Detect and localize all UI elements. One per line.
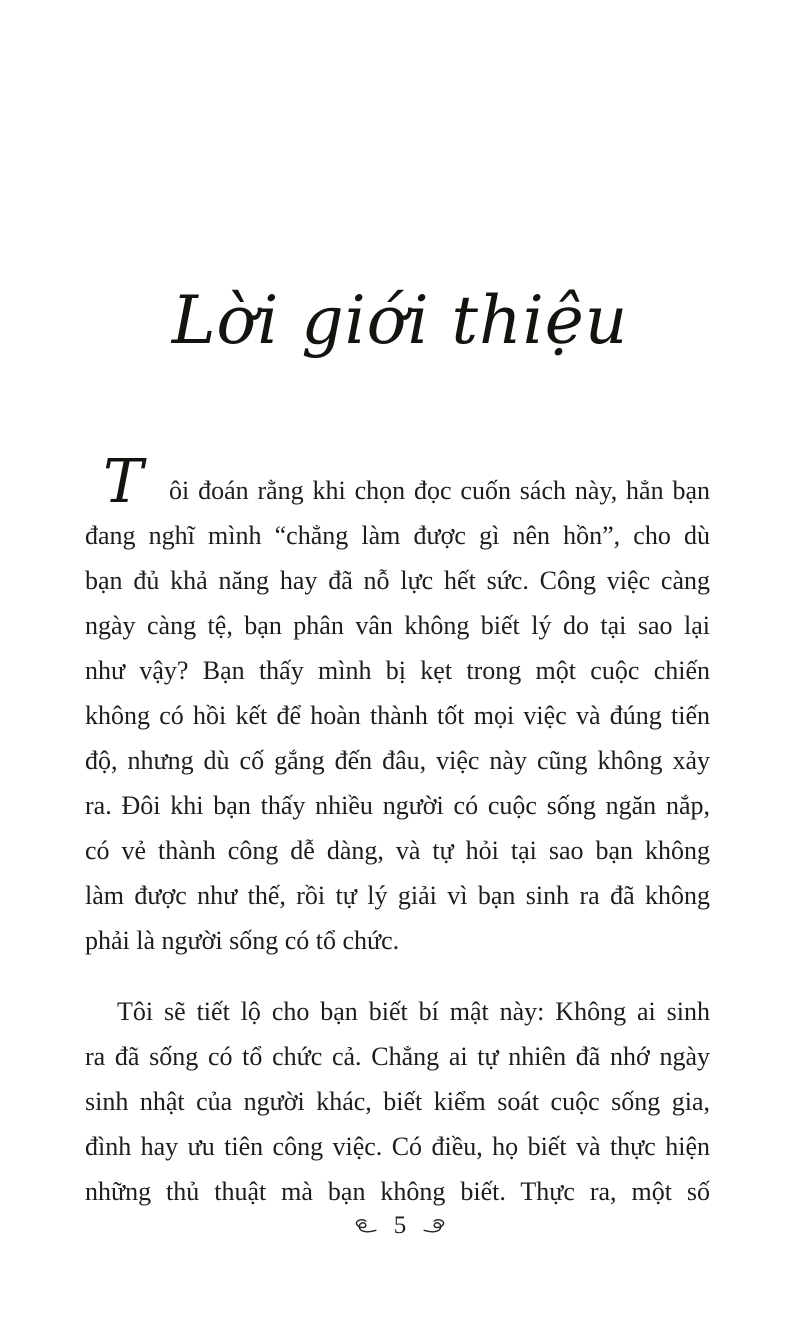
paragraph-2	[85, 989, 710, 1214]
drop-cap-letter: T	[103, 447, 144, 517]
text-line: đang nghĩ mình “chẳng làm được gì nên hồn”, cho dù	[85, 521, 710, 550]
text-line: ra. Đôi khi bạn thấy nhiều người có cuộc sống ngăn nắp,	[85, 791, 710, 820]
text-line: độ, nhưng dù cố gắng đến đâu, việc này cũng không xảy	[85, 746, 710, 775]
text-line: làm được như thế, rồi tự lý giải vì bạn sinh ra đã không	[85, 881, 710, 910]
text-line: không có hồi kết để hoàn thành tốt mọi việc và đúng tiến	[85, 701, 710, 730]
text-line: đình hay ưu tiên công việc. Có điều, họ biết và thực hiện	[85, 1132, 710, 1161]
text-line: bạn đủ khả năng hay đã nỗ lực hết sức. Công việc càng	[85, 566, 710, 595]
scroll-flourish-right-icon	[422, 1217, 448, 1235]
page-title: Lời giới thiệu	[171, 282, 629, 359]
text-line: Tôi sẽ tiết lộ cho bạn biết bí mật này: Không ai sinh	[117, 997, 710, 1026]
scroll-flourish-left-icon	[352, 1217, 378, 1235]
text-line: ra đã sống có tổ chức cả. Chẳng ai tự nhiên đã nhớ ngày	[85, 1042, 710, 1071]
page-footer	[0, 1208, 800, 1244]
text-line: như vậy? Bạn thấy mình bị kẹt trong một cuộc chiến	[85, 656, 710, 685]
text-line: ôi đoán rằng khi chọn đọc cuốn sách này, hẳn bạn	[169, 476, 710, 505]
text-line: ngày càng tệ, bạn phân vân không biết lý do tại sao lại	[85, 611, 710, 640]
page-number: 5	[393, 1212, 407, 1239]
body-text	[85, 447, 710, 1214]
text-line: sinh nhật của người khác, biết kiểm soát cuộc sống gia,	[85, 1087, 710, 1116]
paragraph-1	[85, 447, 710, 963]
text-line: những thủ thuật mà bạn không biết. Thực ra, một số	[85, 1177, 710, 1206]
text-line: có vẻ thành công dễ dàng, và tự hỏi tại sao bạn không	[85, 836, 710, 865]
text-line: phải là người sống có tổ chức.	[85, 926, 400, 955]
